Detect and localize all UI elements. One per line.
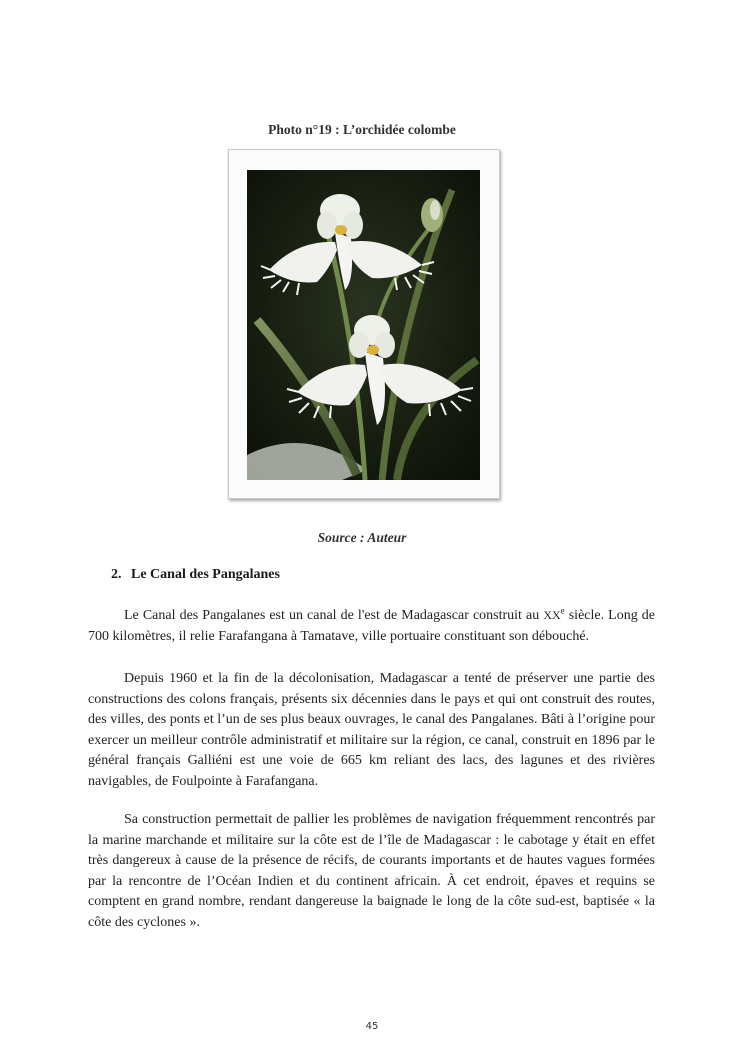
orchid-illustration <box>247 170 480 480</box>
bud-highlight <box>430 200 440 220</box>
orchid-photo <box>247 170 480 480</box>
paragraph-1-end: siècle. Long de 700 kilomètres, il relie Farafangana à Tamatave, ville portuaire constituant son débouché. <box>88 608 656 644</box>
century-superscript: e <box>560 605 565 616</box>
photo-frame <box>228 149 500 499</box>
paragraph-3-text: Sa construction permettait de pallier les problèmes de navigation fréquemment rencontrés par la marine marchande et militaire sur la côte est de l’île de Madagascar : le cabotage y était en effet très dangereux à cause de la présence de récifs, de courants importants et de hautes vagues formées par la rencontre de l’Océan Indien et du continent africain. À cet endroit, épaves et requins se comptent en grand nombre, rendant dangereuse la baignade le long de la côte sud-est, baptisée « la côte des cyclones ». <box>88 812 655 930</box>
paragraph-1 <box>88 605 655 647</box>
section-heading <box>111 567 280 583</box>
figure-source: Source : Auteur <box>317 530 407 545</box>
paragraph-2 <box>88 669 655 792</box>
paragraph-2-text: Depuis 1960 et la fin de la décolonisation, Madagascar a tenté de préserver une partie des constructions des colons français, présents six décennies dans le pays et qui ont construit des routes, des villes, des ponts et l’un de ses plus beaux ouvrages, le canal des Pangalanes. Bâti à l’origine pour exercer un meilleur contrôle administratif et militaire sur la région, ce canal, construit en 1896 par le général français Galliéni est une voie de 665 km reliant des lacs, des lagunes et des rivières navigables, de Foulpointe à Farafangana. <box>88 671 655 789</box>
page-number: 45 <box>365 1021 379 1032</box>
section-number: 2. <box>111 567 122 582</box>
paragraph-1-start: Le Canal des Pangalanes est un canal de l'est de Madagascar construit au <box>124 608 544 623</box>
section-title: Le Canal des Pangalanes <box>131 567 280 582</box>
century-numeral: XX <box>543 608 561 622</box>
figure-caption: Photo n°19 : L’orchidée colombe <box>268 122 456 137</box>
paragraph-3 <box>88 810 655 933</box>
